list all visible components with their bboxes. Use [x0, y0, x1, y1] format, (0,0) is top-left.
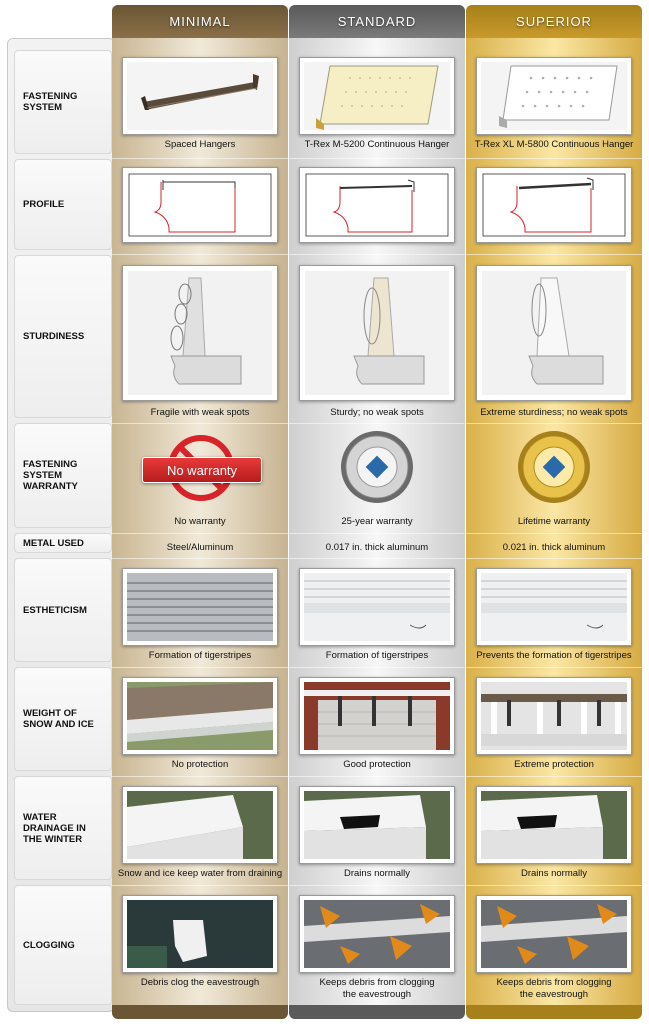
- caption-superior-fastening: T-Rex XL M-5800 Continuous Hanger: [474, 139, 634, 150]
- caption-minimal-drainage: Snow and ice keep water from draining: [117, 868, 283, 879]
- row-divider: [289, 158, 465, 159]
- clogging-image-minimal: [122, 895, 278, 973]
- clogging-image-standard: [299, 895, 455, 973]
- row-divider: [466, 423, 642, 424]
- row-divider: [289, 885, 465, 886]
- caption-minimal-warranty: No warranty: [174, 516, 226, 527]
- row-divider: [289, 423, 465, 424]
- continuous-hanger-image-standard: [299, 57, 455, 135]
- row-label-clogging: CLOGGING: [14, 885, 112, 1005]
- row-divider: [112, 423, 288, 424]
- row-label-sturdiness: STURDINESS: [14, 255, 112, 418]
- row-label-snow: WEIGHT OF SNOW AND ICE: [14, 667, 112, 771]
- esthetics-image-standard: [299, 568, 455, 646]
- snow-image-superior: [476, 677, 632, 755]
- profile-diagram-standard: [299, 167, 455, 243]
- column-footer-minimal: [112, 1005, 288, 1019]
- row-divider: [112, 254, 288, 255]
- caption-minimal-snow: No protection: [171, 759, 229, 770]
- caption-superior-drainage: Drains normally: [521, 868, 587, 879]
- caption-standard-fastening: T-Rex M-5200 Continuous Hanger: [304, 139, 450, 150]
- row-divider: [112, 558, 288, 559]
- snow-image-standard: [299, 677, 455, 755]
- esthetics-image-minimal: [122, 568, 278, 646]
- column-superior: [466, 5, 642, 1019]
- row-divider: [289, 254, 465, 255]
- sturdiness-image-minimal: [122, 265, 278, 401]
- column-header-superior: SUPERIOR: [466, 5, 642, 38]
- row-divider: [289, 776, 465, 777]
- row-label-warranty: FASTENING SYSTEM WARRANTY: [14, 423, 112, 528]
- caption-superior-clogging: Keeps debris from clogging the eavestrough: [496, 977, 612, 1000]
- row-divider: [112, 533, 288, 534]
- warranty-seal-lifetime-icon: [516, 429, 592, 505]
- drainage-image-superior: [476, 786, 632, 864]
- continuous-hanger-image-superior: [476, 57, 632, 135]
- column-header-standard: STANDARD: [289, 5, 465, 38]
- profile-diagram-superior: [476, 167, 632, 243]
- caption-standard-drainage: Drains normally: [344, 868, 410, 879]
- column-footer-standard: [289, 1005, 465, 1019]
- row-divider: [466, 533, 642, 534]
- row-divider: [289, 667, 465, 668]
- drainage-image-standard: [299, 786, 455, 864]
- caption-standard-esthetics: Formation of tigerstripes: [325, 650, 429, 661]
- caption-standard-sturdiness: Sturdy; no weak spots: [330, 407, 424, 418]
- row-label-metal: METAL USED: [14, 533, 112, 553]
- column-standard: [289, 5, 465, 1019]
- metal-standard: 0.017 in. thick aluminum: [325, 542, 429, 553]
- caption-minimal-fastening: Spaced Hangers: [164, 139, 236, 150]
- row-divider: [466, 667, 642, 668]
- caption-superior-snow: Extreme protection: [514, 759, 594, 770]
- caption-standard-clogging: Keeps debris from clogging the eavestrough: [319, 977, 435, 1000]
- sturdiness-image-standard: [299, 265, 455, 401]
- row-label-fastening-system: FASTENING SYSTEM: [14, 50, 112, 154]
- caption-superior-sturdiness: Extreme sturdiness; no weak spots: [480, 407, 628, 418]
- clogging-image-superior: [476, 895, 632, 973]
- metal-minimal: Steel/Aluminum: [166, 542, 234, 553]
- column-footer-superior: [466, 1005, 642, 1019]
- column-minimal: [112, 5, 288, 1019]
- esthetics-image-superior: [476, 568, 632, 646]
- snow-image-minimal: [122, 677, 278, 755]
- row-divider: [466, 254, 642, 255]
- no-warranty-badge: No warranty: [142, 457, 262, 483]
- row-divider: [112, 885, 288, 886]
- row-divider: [466, 885, 642, 886]
- spaced-hanger-image: [122, 57, 278, 135]
- row-divider: [112, 776, 288, 777]
- caption-superior-warranty: Lifetime warranty: [517, 516, 591, 527]
- row-divider: [289, 533, 465, 534]
- column-header-minimal: MINIMAL: [112, 5, 288, 38]
- row-label-esthetics: ESTHETICISM: [14, 558, 112, 662]
- row-divider: [466, 558, 642, 559]
- row-label-drainage: WATER DRAINAGE IN THE WINTER: [14, 776, 112, 880]
- profile-diagram-minimal: [122, 167, 278, 243]
- row-label-profile: PROFILE: [14, 159, 112, 250]
- caption-minimal-sturdiness: Fragile with weak spots: [150, 407, 250, 418]
- row-divider: [112, 158, 288, 159]
- row-divider: [289, 558, 465, 559]
- caption-superior-esthetics: Prevents the formation of tigerstripes: [476, 650, 632, 661]
- caption-minimal-clogging: Debris clog the eavestrough: [140, 977, 260, 988]
- sturdiness-image-superior: [476, 265, 632, 401]
- drainage-image-minimal: [122, 786, 278, 864]
- caption-standard-warranty: 25-year warranty: [341, 516, 413, 527]
- metal-superior: 0.021 in. thick aluminum: [502, 542, 606, 553]
- warranty-seal-25-year-icon: [339, 429, 415, 505]
- caption-standard-snow: Good protection: [343, 759, 411, 770]
- row-divider: [466, 158, 642, 159]
- caption-minimal-esthetics: Formation of tigerstripes: [148, 650, 252, 661]
- row-divider: [112, 667, 288, 668]
- row-divider: [466, 776, 642, 777]
